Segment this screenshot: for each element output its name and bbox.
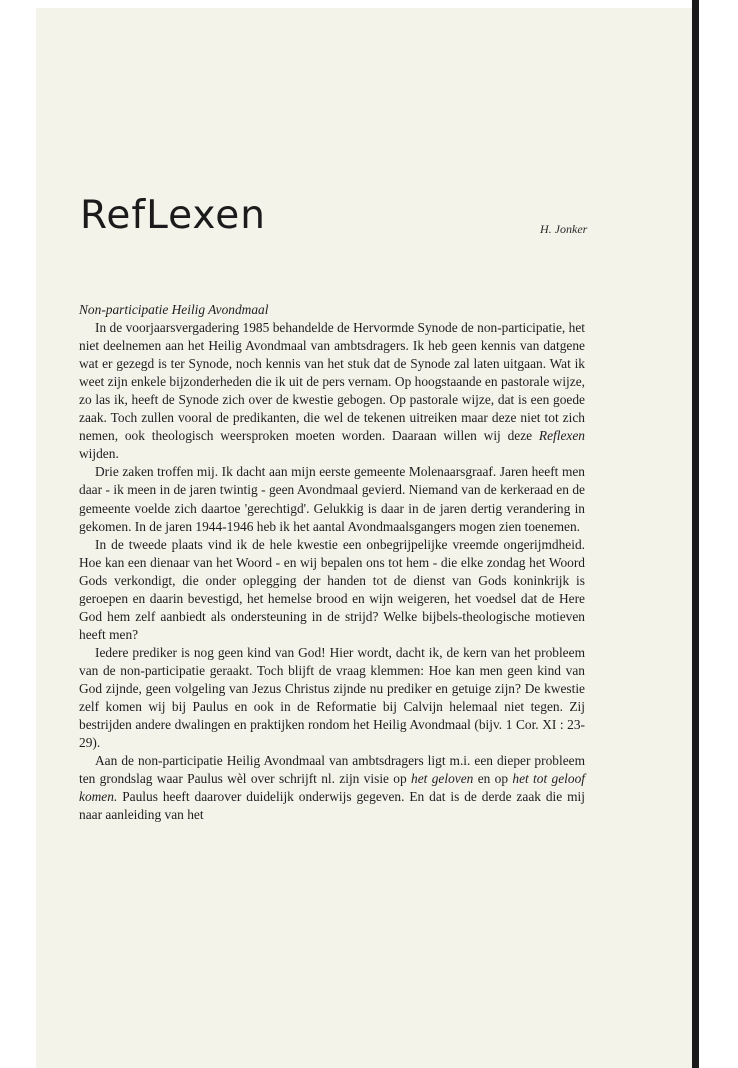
page-edge-shadow (692, 0, 699, 1068)
paragraph-5-text-b: en op (477, 771, 509, 787)
paragraph-5-text-a: Aan de non-participatie Heilig Avondmaal van ambtsdragers ligt m.i. een dieper probleem ten grondslag waar Paulus wèl over schrijft nl. zijn visie op (79, 753, 585, 787)
paragraph-4: Iedere prediker is nog geen kind van God! Hier wordt, dacht ik, de kern van het probleem van de non-participatie geraakt. Toch blijft de vraag klemmen: Hoe kan men geen kind van God zijnde, geen volgeling van Jezus Christus zijnde nu prediker en getuige zijn? De kwestie zelf komen wij bij Paulus en ook in de Reformatie bij Calvijn helemaal niet tegen. Zij bestrijden andere dwalingen en praktijken rondom het Heilig Avondmaal (bijv. 1 Cor. XI : 23-29). (79, 644, 585, 751)
paragraph-5-emphasis-1: het geloven (411, 771, 474, 787)
section-heading: Non-participatie Heilig Avondmaal (79, 302, 269, 317)
paragraph-1-emphasis: Reflexen (538, 428, 585, 444)
paragraph-5 (79, 752, 585, 824)
article-body (79, 301, 585, 824)
paragraph-1-end: wijden. (79, 446, 119, 462)
article-author: H. Jonker (540, 222, 588, 236)
paragraph-2: Drie zaken troffen mij. Ik dacht aan mijn eerste gemeente Molenaarsgraaf. Jaren heeft men daar - ik meen in de jaren twintig - geen Avondmaal gevierd. Niemand van de kerkeraad en de gemeente voelde zich daartoe 'gerechtigd'. Gelukkig is daar in de jaren dertig verandering in gekomen. In de jaren 1944-1946 heb ik het aantal Avondmaalsgangers mogen zien toenemen. (79, 464, 585, 534)
paragraph-1 (79, 319, 585, 463)
article-title: RefLexen (80, 193, 267, 238)
paragraph-3: In de tweede plaats vind ik de hele kwestie een onbegrijpelijke vreemde ongerijmdheid. Hoe kan een dienaar van het Woord - en wij bepalen ons tot hem - die elke zondag het Woord Gods verkondigt, die onder oplegging der handen tot de dienst van Gods koninkrijk is geroepen en daarin bevestigd, het hemelse brood en wijn weigeren, het voedsel dat de Here God hem zelf aanbiedt als ondersteuning in de strijd? Welke bijbels-theologische motieven heeft men? (79, 536, 585, 642)
paragraph-1-text: In de voorjaarsvergadering 1985 behandelde de Hervormde Synode de non-participatie, het niet deelnemen aan het Heilig Avondmaal van ambtsdragers. Ik heb geen kennis van datgene wat er gezegd is ter Synode, noch kennis van het stuk dat de Synode zal laten uitgaan. Wat ik weet zijn enkele bijzonderheden die ik uit de pers vernam. Op hoogstaande en pastorale wijze, zo las ik, heeft de Synode zich over de kwestie gebogen. Op pastorale wijze, dat is een goede zaak. Toch zullen vooral de predikanten, die wel de tekenen uitreiken maar deze niet tot zich nemen, ook theologisch weersproken moeten worden. Daaraan willen wij deze (79, 320, 585, 444)
paragraph-5-emphasis-2: het tot geloof komen. (79, 771, 585, 805)
paragraph-5-text-c: Paulus heeft daarover duidelijk onderwijs gegeven. En dat is de derde zaak die mij naar aanleiding van het (79, 789, 585, 823)
